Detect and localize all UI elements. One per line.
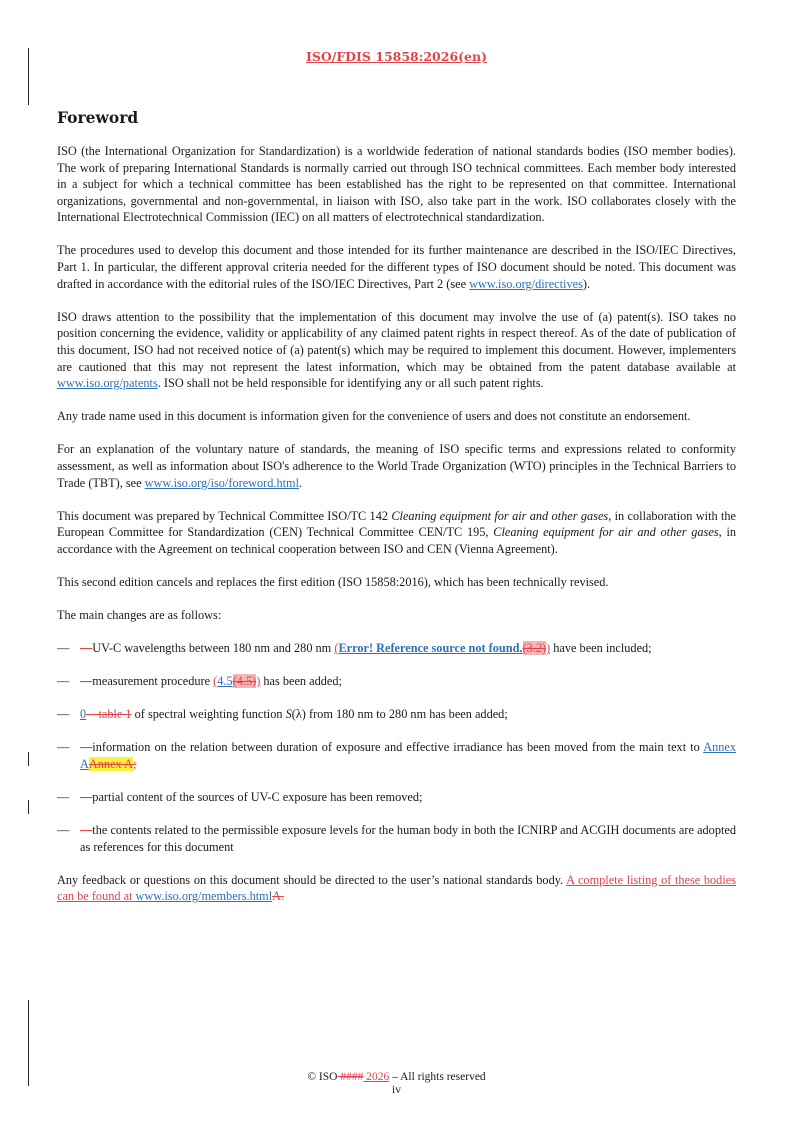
deleted-year: ####: [337, 1071, 364, 1083]
list-dash: —: [57, 707, 70, 722]
list-dash: —: [57, 823, 70, 838]
text: .: [299, 475, 303, 490]
inserted-text: ): [546, 641, 551, 656]
list-dash: —: [57, 674, 70, 689]
inserted-text: (: [213, 674, 218, 689]
text: has been added;: [260, 674, 342, 689]
committee-title: Cleaning equipment for air and other gases: [391, 508, 609, 523]
paragraph-feedback: [57, 872, 736, 905]
rights-text: – All rights reserved: [389, 1071, 486, 1083]
members-link[interactable]: www.iso.org/members.html: [135, 889, 273, 904]
paragraph-iso-intro: ISO (the International Organization for Standardization) is a worldwide federation of national standards bodies (ISO member bodies). The work of preparing International Standards is normally carried out through ISO technical committees. Each member body interested in a subject for which a technical committee has been established has the right to be represented on that committee. International organizations, governmental and non-governmental, in liaison with ISO, also take part in the work. ISO collaborates closely with the International Electrotechnical Commission (IEC) on all matters of electrotechnical standardization.: [57, 144, 736, 225]
foreword-body: [57, 143, 736, 922]
text: the contents related to the permissible exposure levels for the human body in both the ICNIRP and ACGIH documents are adopted as references for this document: [80, 823, 736, 854]
change-bar: [28, 752, 29, 766]
inserted-text: ): [256, 674, 261, 689]
text: . ISO shall not be held responsible for identifying any or all such patent rights.: [157, 376, 544, 391]
committee-title: Cleaning equipment for air and other gases,: [493, 525, 722, 540]
text: ISO draws attention to the possibility that the implementation of this document may involve the use of (a) patent(s). ISO takes no position concerning the evidence, validity or applicability of any claimed patent rights in respect thereof. As of the date of publication of this document, ISO had not received notice of (a) patent(s) which may be required to implement this document. However, implementers are cautioned that this may not represent the latest information, which may be obtained from the patent database available at: [57, 309, 736, 374]
deleted-text: .: [281, 889, 285, 904]
deleted-reference: (3.2): [522, 641, 547, 656]
clause-reference-link[interactable]: 4.5: [217, 674, 233, 689]
list-dash: —: [57, 790, 70, 805]
paragraph-voluntary: [57, 441, 736, 491]
table-reference-link[interactable]: 0: [80, 707, 87, 722]
deleted-dash: —: [80, 740, 93, 755]
text: Any feedback or questions on this document should be directed to the user’s national standards body.: [57, 872, 567, 887]
paragraph-trade-name: Any trade name used in this document is information given for the convenience of users and does not constitute an endorsement.: [57, 409, 691, 424]
changes-list: [57, 640, 736, 855]
text: measurement procedure: [92, 674, 214, 689]
list-item: [57, 739, 736, 772]
text: This document was prepared by Technical Committee ISO/TC 142: [57, 508, 392, 523]
list-item: [57, 673, 736, 690]
text: The procedures used to develop this document and those intended for its further maintenance are described in the ISO/IEC Directives, Part 1. In particular, the different approval criteria needed for the different types of ISO document should be noted. This document was drafted in accordance with the editorial rules of the ISO/IEC Directives, Part 2 (see: [57, 243, 736, 291]
deleted-dash: —: [80, 823, 93, 838]
deleted-dash: —: [80, 790, 93, 805]
directives-link[interactable]: www.iso.org/directives: [469, 276, 583, 291]
list-item: [57, 789, 736, 806]
inserted-text: (: [334, 641, 339, 656]
paragraph-patents: [57, 309, 736, 392]
text: information on the relation between duration of exposure and effective irradiance has been moved from the main text to: [92, 740, 704, 755]
section-heading: Foreword: [57, 108, 139, 127]
text: ).: [582, 276, 591, 291]
list-dash: —: [57, 740, 70, 755]
page-footer: [0, 1071, 793, 1096]
patents-link[interactable]: www.iso.org/patents: [57, 376, 158, 391]
list-item: [57, 822, 736, 855]
symbol: S: [285, 707, 292, 722]
foreword-link[interactable]: www.iso.org/iso/foreword.html: [144, 475, 300, 490]
text: UV-C wavelengths between 180 nm and 280 nm: [92, 641, 335, 656]
deleted-text: A: [272, 889, 282, 904]
reference-error-link[interactable]: Error! Reference source not found.: [338, 641, 523, 656]
text: of spectral weighting function: [131, 707, 286, 722]
text: have been included;: [550, 641, 652, 656]
text: (λ) from 180 nm to 280 nm has been added;: [291, 707, 508, 722]
list-item: [57, 706, 736, 723]
paragraph-procedures: [57, 242, 736, 292]
list-item: [57, 640, 736, 657]
deleted-dash: —: [80, 674, 93, 689]
deleted-text: ;: [132, 756, 137, 771]
deleted-text: —table 1: [86, 707, 132, 722]
text: partial content of the sources of UV-C exposure has been removed;: [92, 790, 423, 805]
copyright: © ISO: [307, 1071, 338, 1083]
annex-link[interactable]: Annex A: [80, 740, 736, 771]
page-number: iv: [392, 1084, 401, 1096]
inserted-year: 2026: [363, 1071, 390, 1083]
text: in accordance with the Agreement on technical cooperation between ISO and CEN (Vienna Agreement).: [57, 525, 737, 556]
inserted-text: A complete listing of these bodies can be found at: [57, 872, 736, 904]
list-dash: —: [57, 641, 70, 656]
deleted-dash: —: [80, 641, 93, 656]
text: For an explanation of the voluntary nature of standards, the meaning of ISO specific terms and expressions related to conformity assessment, as well as information about ISO's adherence to the World Trade Organization (WTO) principles in the Technical Barriers to Trade (TBT), see: [57, 442, 736, 490]
paragraph-edition: This second edition cancels and replaces the first edition (ISO 15858:2016), which has been technically revised.: [57, 574, 609, 589]
paragraph-main-changes: The main changes are as follows:: [57, 607, 222, 622]
paragraph-prepared-by: [57, 508, 736, 558]
deleted-annex: Annex A: [88, 756, 133, 771]
document-id-header: ISO/FDIS 15858:2026(en): [305, 49, 488, 64]
deleted-reference: (4.5): [232, 674, 257, 689]
text: , in collaboration with the European Committee for Standardization (CEN) Technical Committee CEN/TC 195,: [57, 508, 736, 540]
change-bar: [28, 800, 29, 814]
